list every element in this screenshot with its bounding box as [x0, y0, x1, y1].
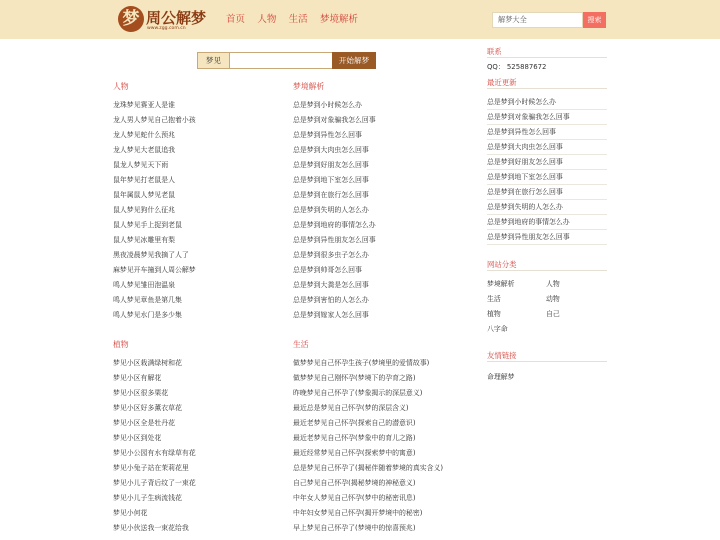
- list-item[interactable]: 总是梦到嫁家人怎么回事: [293, 311, 369, 319]
- logo-mark-icon: 梦: [118, 6, 144, 32]
- list-item[interactable]: 龙珠梦见赛亚人是谁: [113, 101, 176, 109]
- list-item[interactable]: 最近总是梦见自己怀孕(梦的深层含义): [293, 404, 409, 412]
- plants-list: [113, 356, 196, 536]
- contact-qq: QQ： 525887672: [487, 63, 547, 71]
- list-item[interactable]: 梦见小儿子生病流钱花: [113, 494, 182, 502]
- site-logo[interactable]: [118, 6, 218, 34]
- category-animals[interactable]: 动物: [546, 295, 560, 303]
- list-item[interactable]: 鼠年梦见打老鼠是人: [113, 176, 176, 184]
- list-item[interactable]: 总是梦到对象骗我怎么回事: [487, 110, 607, 125]
- list-item[interactable]: 龙人男人梦见自己抱着小孩: [113, 116, 196, 124]
- list-item[interactable]: 总是梦到异性朋友怎么回事: [293, 236, 376, 244]
- list-item[interactable]: 总是梦到很多虫子怎么办: [293, 251, 369, 259]
- nav-home[interactable]: 首页: [226, 14, 246, 25]
- list-item[interactable]: 总是梦到失明的人怎么办: [293, 206, 369, 214]
- list-item[interactable]: 梦见小区全是牡丹花: [113, 419, 176, 427]
- list-item[interactable]: 梦见小何花: [113, 509, 148, 517]
- list-item[interactable]: 梦见小区栽满绿树和花: [113, 359, 182, 367]
- category-life[interactable]: 生活: [487, 295, 501, 303]
- list-item[interactable]: 总是梦到对象骗我怎么回事: [293, 116, 376, 124]
- list-item[interactable]: 做梦梦见自己刚怀孕(梦境下的孕育之路): [293, 374, 416, 382]
- list-item[interactable]: 总是梦到地府的事情怎么办: [487, 215, 607, 230]
- list-item[interactable]: 总是梦到在旅行怎么回事: [293, 191, 369, 199]
- list-item[interactable]: 鸣人梦见雏田泡温泉: [113, 281, 176, 289]
- list-item[interactable]: 最近经常梦见自己怀孕(探索梦中的寓意): [293, 449, 416, 457]
- sidebar-category-title: 网站分类: [487, 260, 517, 269]
- list-item[interactable]: 做梦梦见自己怀孕生孩子(梦境里的爱情故事): [293, 359, 430, 367]
- list-item[interactable]: 总是梦到害怕的人怎么办: [293, 296, 369, 304]
- list-item[interactable]: 梦见小兔子站在茉莉花里: [113, 464, 189, 472]
- people-list: [113, 98, 196, 323]
- list-item[interactable]: 总是梦到异性朋友怎么回事: [487, 230, 607, 245]
- list-item[interactable]: 总是梦到大粪是怎么回事: [293, 281, 369, 289]
- interpret-label: 梦见: [197, 52, 230, 69]
- dream-list: [293, 98, 376, 323]
- list-item[interactable]: 总是梦到在旅行怎么回事: [487, 185, 607, 200]
- list-item[interactable]: 梦见小公园有水有绿草有花: [113, 449, 196, 457]
- interpret-button[interactable]: 开始解梦: [332, 52, 376, 69]
- divider: [487, 361, 607, 362]
- section-title-people: 人物: [113, 82, 129, 91]
- recent-list: [487, 95, 607, 245]
- list-item[interactable]: 总是梦到异性怎么回事: [293, 131, 362, 139]
- list-item[interactable]: 梦见小儿子背后纹了一束花: [113, 479, 196, 487]
- logo-url: www.zgg.com.cn: [147, 26, 186, 31]
- nav-life[interactable]: 生活: [288, 14, 308, 25]
- list-item[interactable]: 最近老梦见自己怀孕(探索自己的潜意识): [293, 419, 416, 427]
- list-item[interactable]: 鼠人梦见狗什么征兆: [113, 206, 176, 214]
- list-item[interactable]: 早上梦见自己怀孕了(梦境中的惊喜预兆): [293, 524, 416, 532]
- category-plants[interactable]: 植物: [487, 310, 501, 318]
- list-item[interactable]: 总是梦到地下室怎么回事: [487, 170, 607, 185]
- list-item[interactable]: 梦见小区有解花: [113, 374, 162, 382]
- list-item[interactable]: 昨晚梦见自己怀孕了(梦象揭示的深层意义): [293, 389, 423, 397]
- divider: [487, 270, 607, 271]
- friend-link[interactable]: 命理解梦: [487, 373, 515, 381]
- section-title-life: 生活: [293, 340, 309, 349]
- sidebar-recent-title: 最近更新: [487, 78, 517, 87]
- nav-dream-analysis[interactable]: 梦境解析: [319, 14, 358, 25]
- list-item[interactable]: 鼠人梦见冰雕里有梨: [113, 236, 176, 244]
- list-item[interactable]: 总是梦到好朋友怎么回事: [293, 161, 369, 169]
- list-item[interactable]: 总是梦到地府的事情怎么办: [293, 221, 376, 229]
- list-item[interactable]: 自己梦见自己怀孕(揭秘梦境的神秘意义): [293, 479, 416, 487]
- category-dream-analysis[interactable]: 梦境解析: [487, 280, 515, 288]
- list-item[interactable]: 总是梦到小时候怎么办: [487, 95, 607, 110]
- category-grid: [487, 278, 607, 338]
- list-item[interactable]: 鸣人梦见章鱼是第几集: [113, 296, 182, 304]
- list-item[interactable]: 鼠龙人梦见天下雨: [113, 161, 169, 169]
- list-item[interactable]: 梦见小区到处花: [113, 434, 162, 442]
- list-item[interactable]: 总是梦到大肉虫怎么回事: [487, 140, 607, 155]
- search-input[interactable]: 解梦大全: [492, 12, 583, 28]
- list-item[interactable]: 总是梦到小时候怎么办: [293, 101, 362, 109]
- sidebar-links-title: 友情链接: [487, 351, 517, 360]
- sidebar-contact-title: 联系: [487, 47, 502, 56]
- list-item[interactable]: 总是梦到异性怎么回事: [487, 125, 607, 140]
- list-item[interactable]: 梦见小区很多栗花: [113, 389, 169, 397]
- interpret-input[interactable]: [230, 52, 332, 69]
- list-item[interactable]: 总是梦到地下室怎么回事: [293, 176, 369, 184]
- list-item[interactable]: 最近老梦见自己怀孕(梦象中的育儿之路): [293, 434, 416, 442]
- list-item[interactable]: 总是梦到帅哥怎么回事: [293, 266, 362, 274]
- list-item[interactable]: 总是梦到大肉虫怎么回事: [293, 146, 369, 154]
- list-item[interactable]: 龙人梦见大老鼠追我: [113, 146, 176, 154]
- section-title-plants: 植物: [113, 340, 129, 349]
- section-title-dream: 梦境解析: [293, 82, 325, 91]
- list-item[interactable]: 总是梦到失明的人怎么办: [487, 200, 607, 215]
- category-bazi[interactable]: 八字命: [487, 325, 508, 333]
- category-self[interactable]: 自己: [546, 310, 560, 318]
- category-people[interactable]: 人物: [546, 280, 560, 288]
- list-item[interactable]: 总是梦到好朋友怎么回事: [487, 155, 607, 170]
- list-item[interactable]: 龙人梦见蛇什么预兆: [113, 131, 176, 139]
- site-header: [0, 0, 720, 39]
- list-item[interactable]: 麻梦见开车撞到人周公解梦: [113, 266, 196, 274]
- main-nav: [226, 13, 368, 27]
- list-item[interactable]: 鼠人梦见手上捉到老鼠: [113, 221, 182, 229]
- life-list: [293, 356, 443, 536]
- list-item[interactable]: 总是梦见自己怀孕了(揭秘伴随着梦境的真实含义): [293, 464, 444, 472]
- list-item[interactable]: 鼠年属鼠人梦见老鼠: [113, 191, 176, 199]
- list-item[interactable]: 黑夜凌晨梦见我摘了人了: [113, 251, 189, 259]
- divider: [487, 88, 607, 89]
- list-item[interactable]: 中年妇女梦见自己怀孕(揭开梦境中的秘密): [293, 509, 423, 517]
- nav-people[interactable]: 人物: [257, 14, 277, 25]
- logo-text: 周公解梦: [146, 9, 207, 27]
- search-button[interactable]: 搜索: [583, 12, 606, 28]
- list-item[interactable]: 鸣人梦见水门是多少集: [113, 311, 182, 319]
- list-item[interactable]: 中年女人梦见自己怀孕(梦中的秘密讯息): [293, 494, 416, 502]
- list-item[interactable]: 梦见小区好多薰衣草花: [113, 404, 182, 412]
- list-item[interactable]: 梦见小伙送我一束花给我: [113, 524, 189, 532]
- divider: [487, 57, 607, 58]
